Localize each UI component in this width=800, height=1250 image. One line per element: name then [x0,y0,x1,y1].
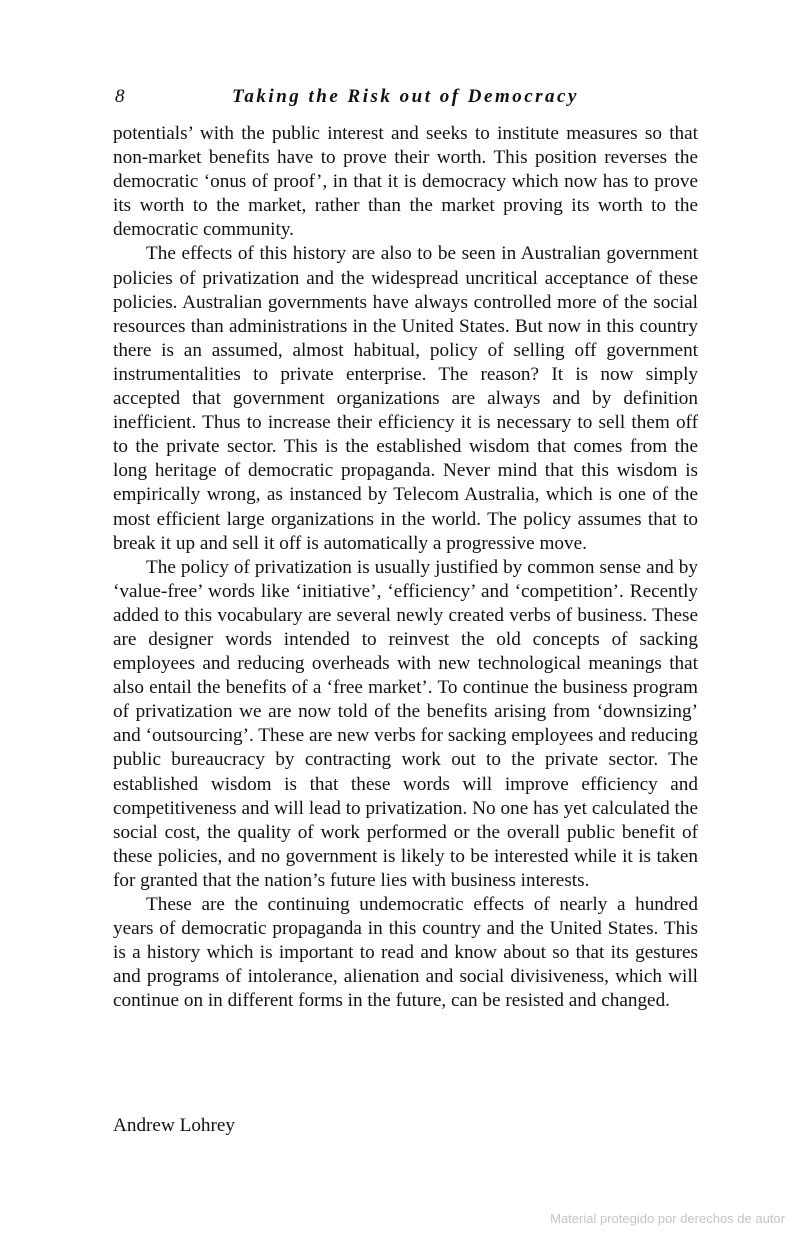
page-number: 8 [115,86,125,107]
running-title: Taking the Risk out of Democracy [232,86,579,107]
copyright-watermark: Material protegido por derechos de autor [550,1211,785,1226]
running-head [113,86,698,112]
body-text [113,122,698,1013]
paragraph: potentials’ with the public interest and seeks to institute measures so that non-market benefits have to prove their worth. This position reverses the democratic ‘onus of proof’, in that it is democracy which now has to prove its worth to the market, rather than the market proving its worth to the democratic community. [113,123,698,241]
paragraph: These are the continuing undemocratic effects of nearly a hundred years of democratic propaganda in this country and the United States. This is a history which is important to read and know about so that its gestures and programs of intolerance, alienation and social divisiveness, which will continue on in different forms in the future, can be resisted and changed. [113,894,698,1012]
author-signature: Andrew Lohrey [113,1115,236,1136]
paragraph: The effects of this history are also to be seen in Australian government policies of privatization and the widespread uncritical acceptance of these policies. Australian governments have always controlled more of the social resources than administrations in the United States. But now in this country there is an assumed, almost habitual, policy of selling off government instrumentalities to private enterprise. The reason? It is now simply accepted that government organizations are always and by definition inefficient. Thus to increase their efficiency it is necessary to sell them off to the private sector. This is the established wisdom that comes from the long heritage of democratic propaganda. Never mind that this wisdom is empirically wrong, as instanced by Telecom Australia, which is one of the most efficient large organizations in the world. The policy assumes that to break it up and sell it off is automatically a progressive move. [113,243,698,554]
paragraph: The policy of privatization is usually justified by common sense and by ‘value-free’ words like ‘initiative’, ‘efficiency’ and ‘competition’. Recently added to this vocabulary are several newly created verbs of business. These are designer words intended to reinvest the old concepts of sacking employees and reducing overheads with new technological meanings that also entail the benefits of a ‘free market’. To continue the business program of privatization we are now told of the benefits arising from ‘downsizing’ and ‘outsourcing’. These are new verbs for sacking employees and reducing public bureaucracy by contracting work out to the private sector. The established wisdom is that these words will improve efficiency and competitiveness and will lead to privatization. No one has yet calculated the social cost, the quality of work performed or the overall public benefit of these policies, and no government is likely to be interested while it is taken for granted that the nation’s future lies with business interests. [113,556,698,891]
